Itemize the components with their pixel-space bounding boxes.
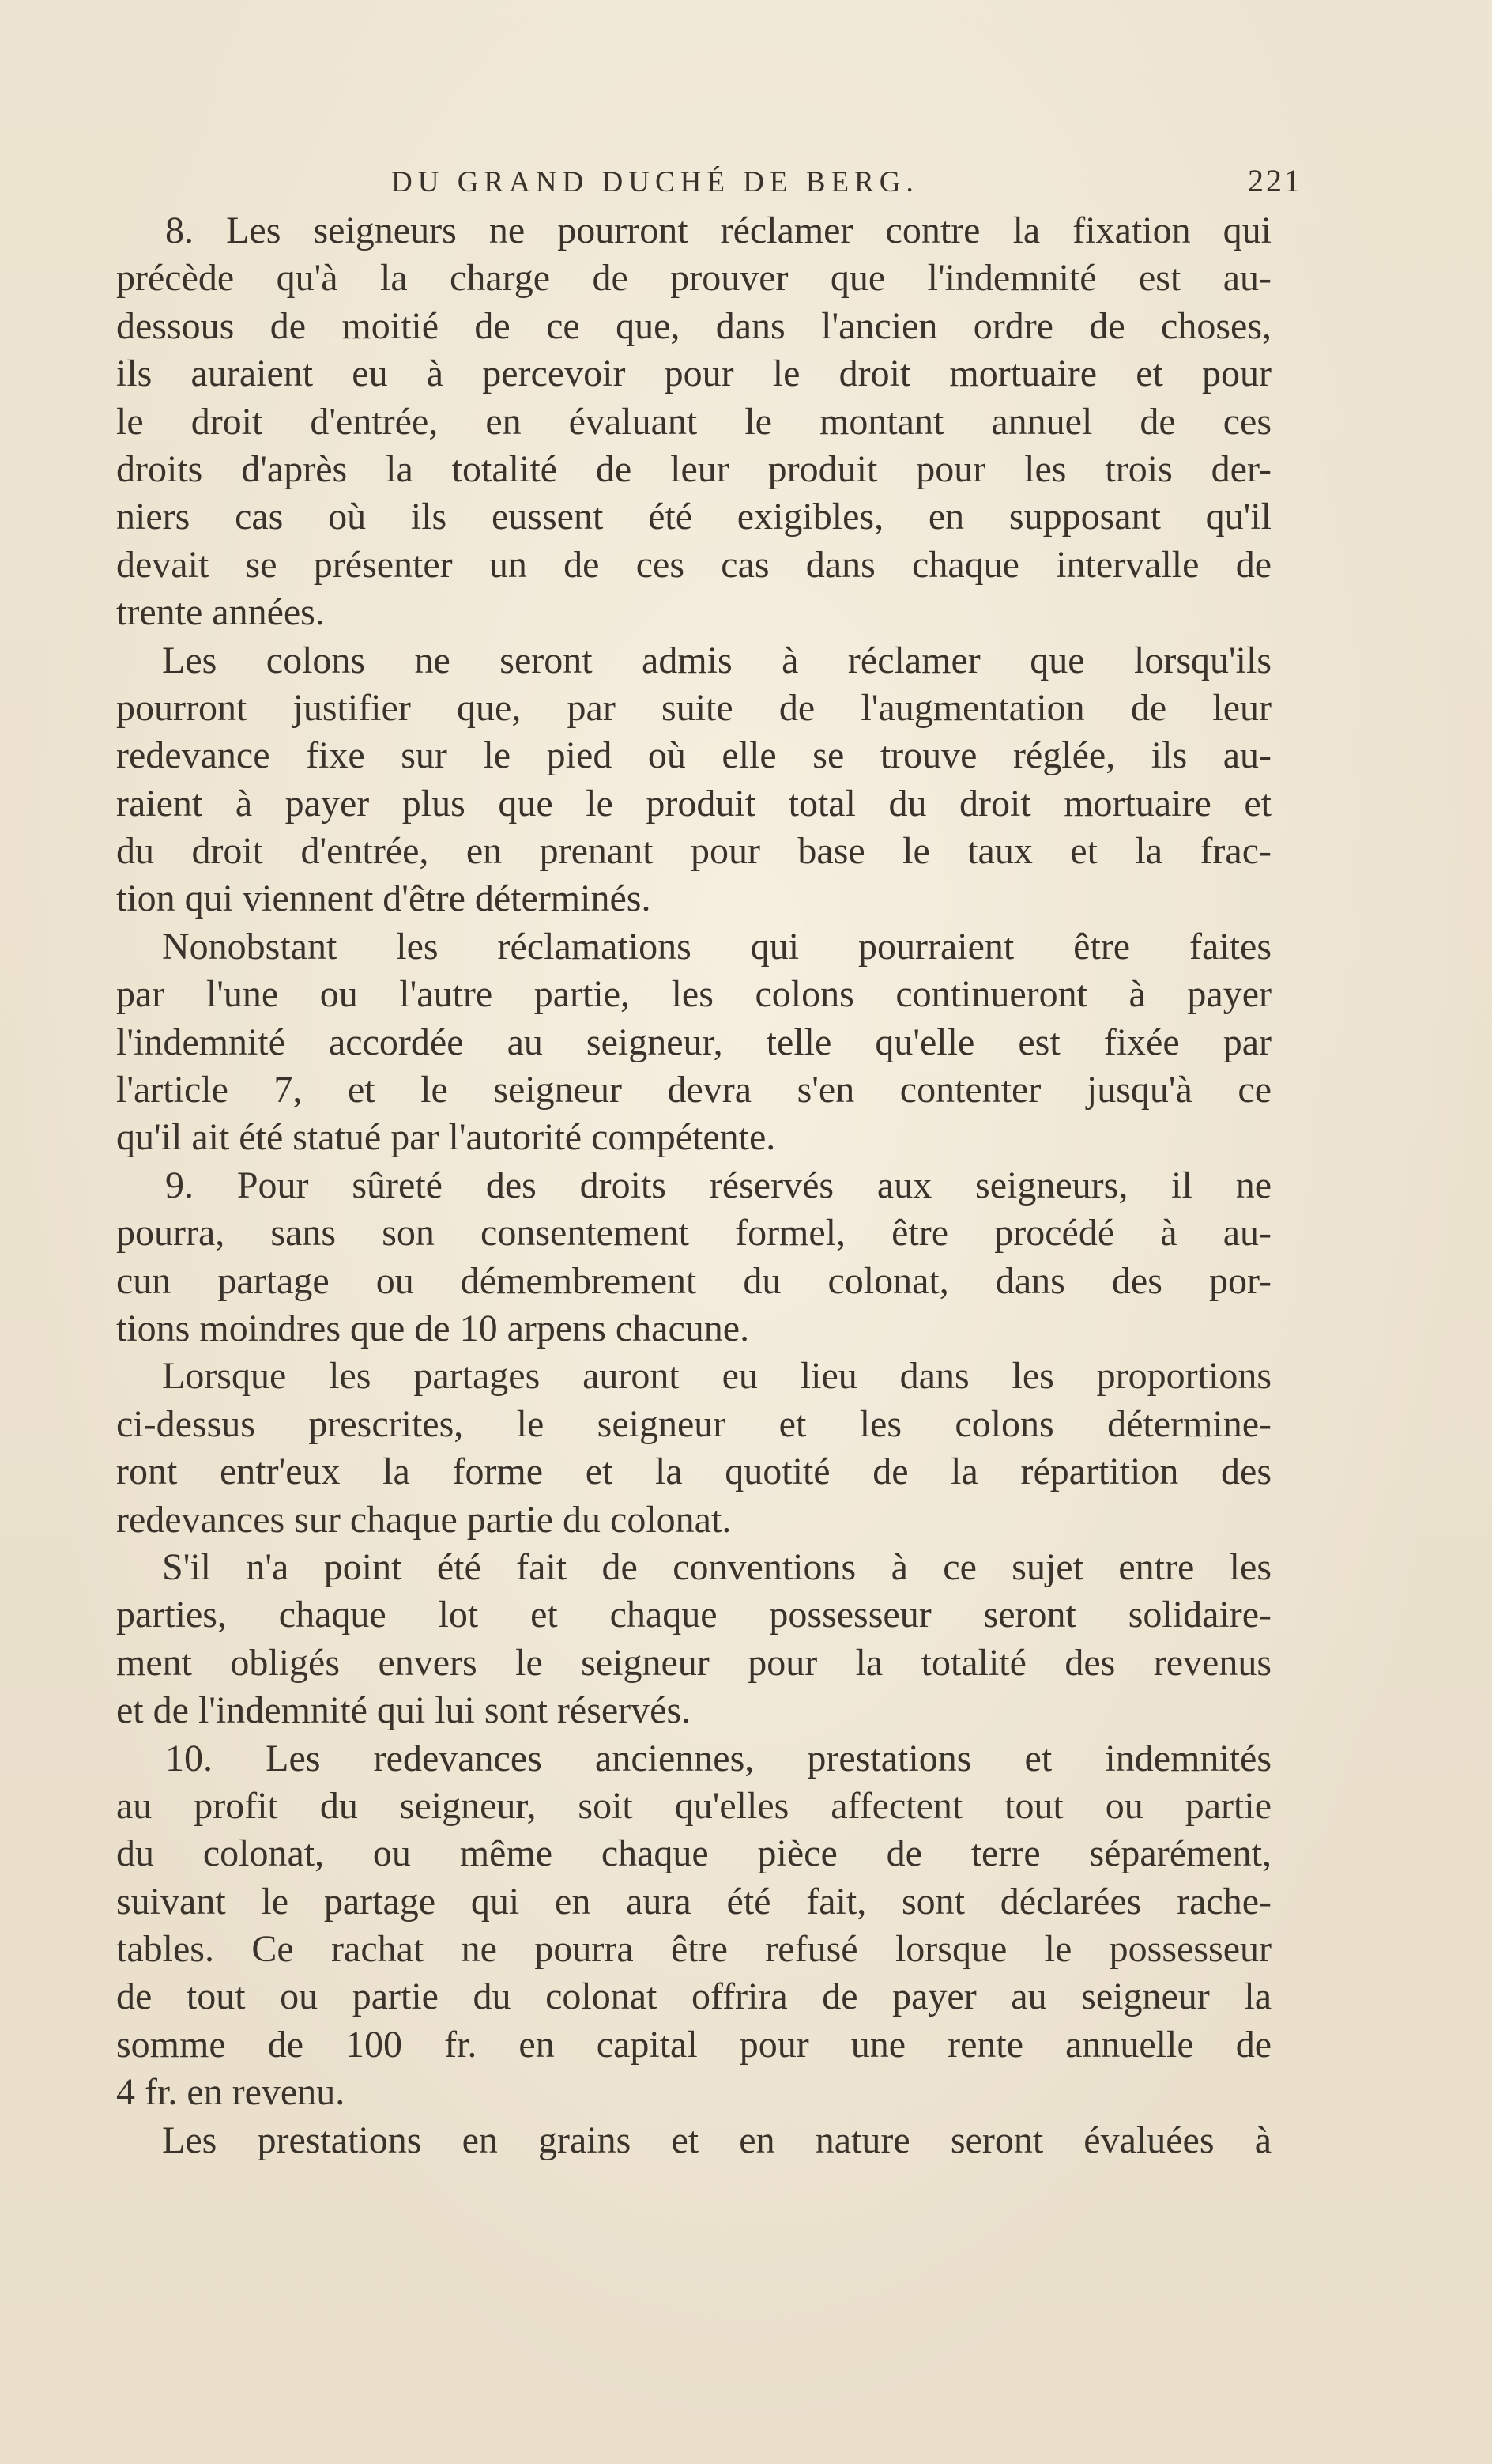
text-line: qu'il ait été statué par l'autorité compétente. <box>116 1116 776 1159</box>
text-line: 10. Les redevances anciennes, prestations et indemnités <box>165 1737 1272 1779</box>
text-line: l'article 7, et le seigneur devra s'en contenter jusqu'à ce <box>116 1069 1272 1111</box>
text-line: droits d'après la totalité de leur produit pour les trois der- <box>116 447 1272 490</box>
text-line: du colonat, ou même chaque pièce de terre séparément, <box>116 1832 1272 1875</box>
text-line: trente années. <box>116 591 325 634</box>
page-number: 221 <box>1248 163 1302 198</box>
text-line: pourront justifier que, par suite de l'augmentation de leur <box>116 686 1272 729</box>
text-line: niers cas où ils eussent été exigibles, en supposant qu'il <box>116 496 1272 538</box>
text-line: ci-dessus prescrites, le seigneur et les colons détermine- <box>116 1402 1272 1445</box>
text-line: raient à payer plus que le produit total du droit mortuaire et <box>116 782 1272 824</box>
text-line: tions moindres que de 10 arpens chacune. <box>116 1307 750 1349</box>
text-line: pourra, sans son consentement formel, être procédé à au- <box>116 1212 1272 1255</box>
text-line: par l'une ou l'autre partie, les colons continueront à payer <box>116 973 1272 1016</box>
text-line: de tout ou partie du colonat offrira de payer au seigneur la <box>116 1975 1272 2018</box>
text-line: 9. Pour sûreté des droits réservés aux seigneurs, il ne <box>165 1164 1272 1206</box>
text-line: tables. Ce rachat ne pourra être refusé lorsque le possesseur <box>116 1928 1272 1971</box>
text-line: ront entr'eux la forme et la quotité de la répartition des <box>116 1451 1272 1493</box>
text-line: Nonobstant les réclamations qui pourraient être faites <box>162 925 1272 968</box>
text-line: Les colons ne seront admis à réclamer que lorsqu'ils <box>162 639 1272 681</box>
text-line: Les prestations en grains et en nature seront évaluées à <box>162 2119 1272 2161</box>
text-line: cun partage ou démembrement du colonat, dans des por- <box>116 1259 1272 1302</box>
text-line: somme de 100 fr. en capital pour une rente annuelle de <box>116 2023 1272 2066</box>
text-line: ment obligés envers le seigneur pour la totalité des revenus <box>116 1641 1272 1684</box>
running-header <box>119 152 1302 199</box>
text-line: du droit d'entrée, en prenant pour base le taux et la frac- <box>116 830 1272 873</box>
text-line: redevances sur chaque partie du colonat. <box>116 1498 732 1541</box>
text-line: 8. Les seigneurs ne pourront réclamer contre la fixation qui <box>165 209 1272 251</box>
text-line: et de l'indemnité qui lui sont réservés. <box>116 1689 691 1732</box>
text-line: parties, chaque lot et chaque possesseur seront solidaire- <box>116 1594 1272 1636</box>
text-line: précède qu'à la charge de prouver que l'indemnité est au- <box>116 257 1272 300</box>
text-line: suivant le partage qui en aura été fait, sont déclarées rache- <box>116 1880 1272 1923</box>
text-line: devait se présenter un de ces cas dans chaque intervalle de <box>116 543 1272 586</box>
text-line: dessous de moitié de ce que, dans l'ancien ordre de choses, <box>116 304 1272 347</box>
running-title: DU GRAND DUCHÉ DE BERG. <box>391 166 919 198</box>
text-line: tion qui viennent d'être déterminés. <box>116 877 651 920</box>
body-text <box>116 207 1272 2164</box>
text-line: redevance fixe sur le pied où elle se trouve réglée, ils au- <box>116 734 1272 777</box>
text-line: le droit d'entrée, en évaluant le montant annuel de ces <box>116 400 1272 443</box>
text-line: ils auraient eu à percevoir pour le droit mortuaire et pour <box>116 353 1272 395</box>
text-line: au profit du seigneur, soit qu'elles affectent tout ou partie <box>116 1784 1272 1827</box>
text-line: 4 fr. en revenu. <box>116 2071 345 2114</box>
text-line: l'indemnité accordée au seigneur, telle qu'elle est fixée par <box>116 1021 1272 1063</box>
text-line: Lorsque les partages auront eu lieu dans les proportions <box>162 1355 1272 1398</box>
text-line: S'il n'a point été fait de conventions à ce sujet entre les <box>162 1545 1272 1588</box>
